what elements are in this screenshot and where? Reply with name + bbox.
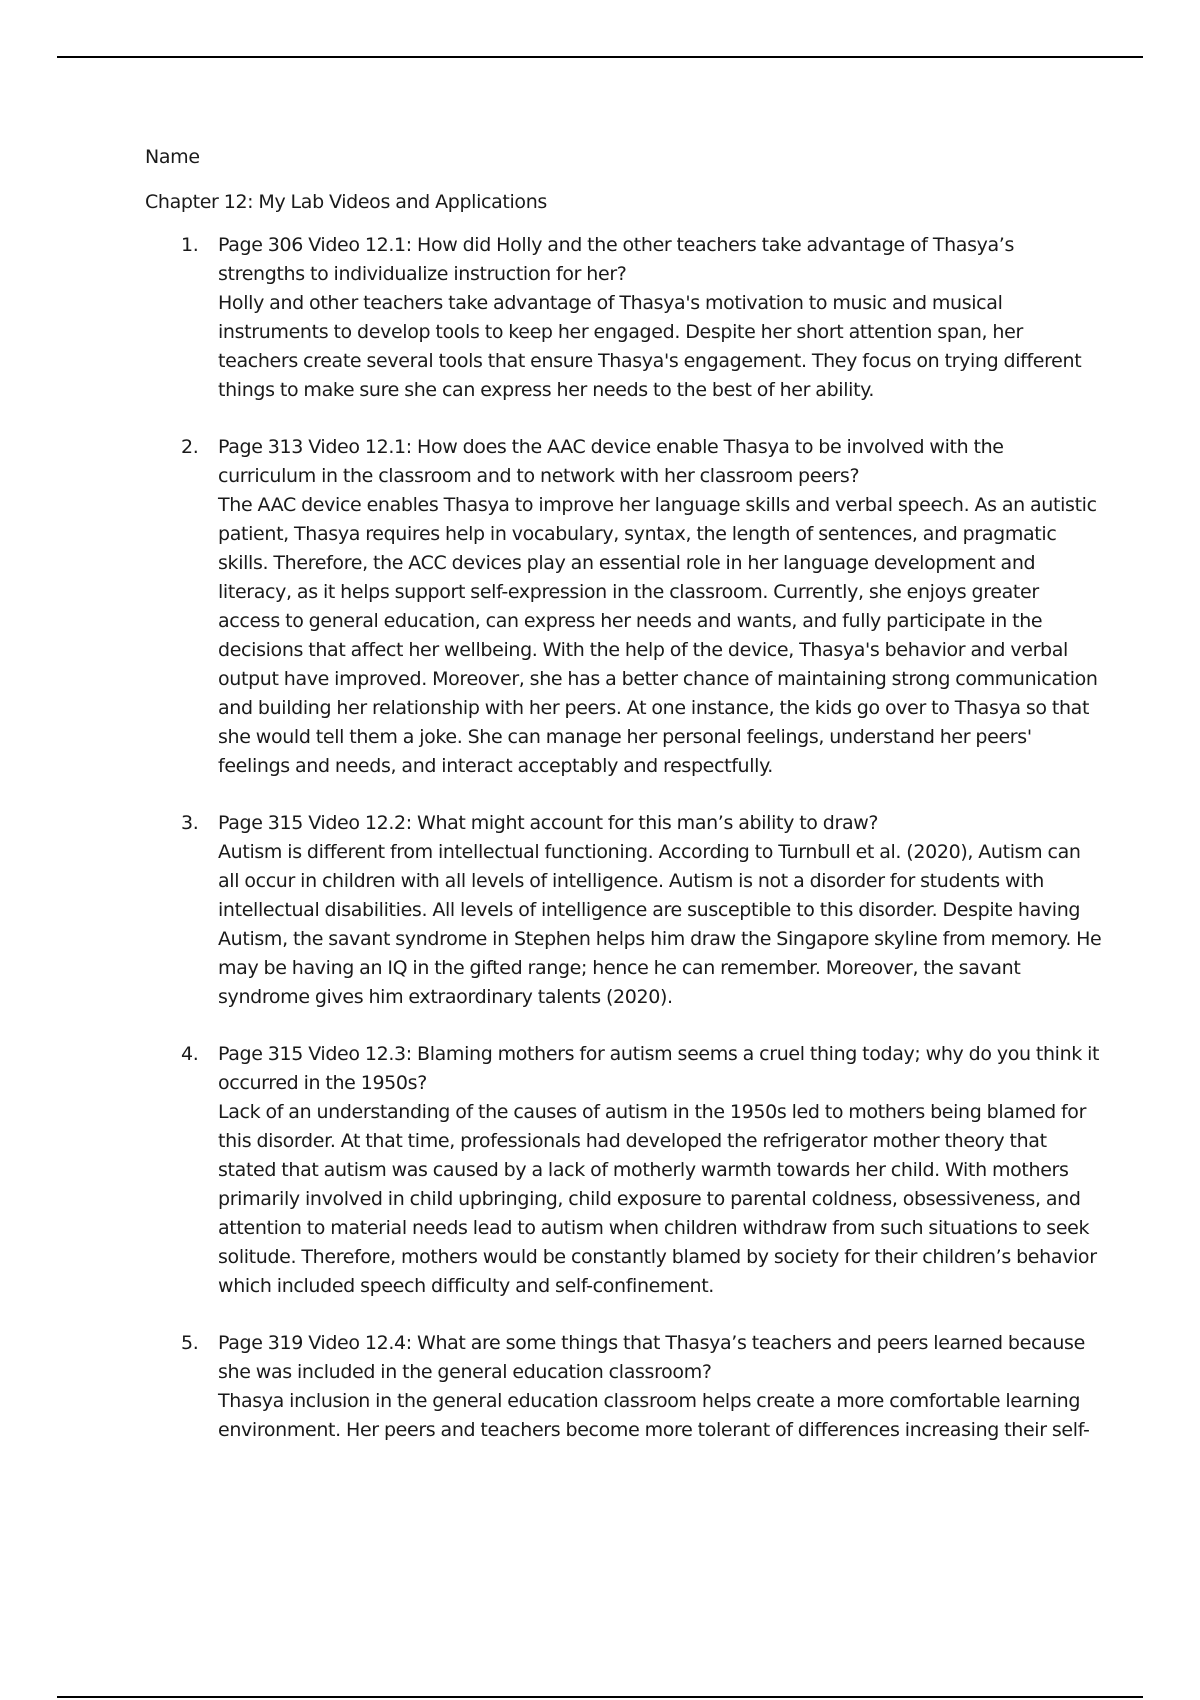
answer-text: Autism is different from intellectual functioning. According to Turnbull et al. (2020), Autism can all occur in children with all levels of intelligence. Autism is not a disorder for students with intellectual disabilities. All levels of intelligence are susceptible to this disorder. Despite having Autism, the savant syndrome in Stephen helps him draw the Singapore skyline from memory. He may be having an IQ in the gifted range; hence he can remember. Moreover, the savant syndrome gives him extraordinary talents (2020).	[218, 841, 1102, 1008]
question-item	[145, 809, 1105, 1012]
question-text: Page 315 Video 12.3: Blaming mothers for autism seems a cruel thing today; why do you think it occurred in the 1950s?	[218, 1043, 1100, 1094]
answer-text: The AAC device enables Thasya to improve her language skills and verbal speech. As an autistic patient, Thasya requires help in vocabulary, syntax, the length of sentences, and pragmatic skills. Therefore, the ACC devices play an essential role in her language development and literacy, as it helps support self-expression in the classroom. Currently, she enjoys greater access to general education, can express her needs and wants, and fully participate in the decisions that affect her wellbeing. With the help of the device, Thasya's behavior and verbal output have improved. Moreover, she has a better chance of maintaining strong communication and building her relationship with her peers. At one instance, the kids go over to Thasya so that she would tell them a joke. She can manage her personal feelings, understand her peers' feelings and needs, and interact acceptably and respectfully.	[218, 494, 1098, 777]
answer-text: Lack of an understanding of the causes of autism in the 1950s led to mothers being blamed for this disorder. At that time, professionals had developed the refrigerator mother theory that stated that autism was caused by a lack of motherly warmth towards her child. With mothers primarily involved in child upbringing, child exposure to parental coldness, obsessiveness, and attention to material needs lead to autism when children withdraw from such situations to seek solitude. Therefore, mothers would be constantly blamed by society for their children’s behavior which included speech difficulty and self-confinement.	[218, 1101, 1097, 1297]
question-text: Page 306 Video 12.1: How did Holly and the other teachers take advantage of Thasya’s strengths to individualize instruction for her?	[218, 234, 1015, 285]
answer-text: Holly and other teachers take advantage of Thasya's motivation to music and musical instruments to develop tools to keep her engaged. Despite her short attention span, her teachers create several tools that ensure Thasya's engagement. They focus on trying different things to make sure she can express her needs to the best of her ability.	[218, 292, 1082, 401]
question-text: Page 315 Video 12.2: What might account for this man’s ability to draw?	[218, 812, 879, 834]
question-list	[145, 231, 1105, 1445]
chapter-title: Chapter 12: My Lab Videos and Applications	[145, 191, 547, 213]
question-text: Page 313 Video 12.1: How does the AAC device enable Thasya to be involved with the curriculum in the classroom and to network with her classroom peers?	[218, 436, 1004, 487]
name-label: Name	[145, 146, 200, 168]
question-item	[145, 1040, 1105, 1301]
question-number: 3.	[181, 812, 199, 834]
question-item	[145, 1329, 1105, 1445]
question-text: Page 319 Video 12.4: What are some things that Thasya’s teachers and peers learned because she was included in the general education classroom?	[218, 1332, 1085, 1383]
question-item	[145, 231, 1105, 405]
question-number: 1.	[181, 234, 199, 256]
top-rule	[57, 56, 1143, 58]
bottom-rule	[57, 1696, 1143, 1698]
document-page	[145, 143, 1105, 1473]
answer-text: Thasya inclusion in the general education classroom helps create a more comfortable learning environment. Her peers and teachers become more tolerant of differences increasing their self-	[218, 1390, 1090, 1441]
question-number: 5.	[181, 1332, 199, 1354]
question-number: 2.	[181, 436, 199, 458]
question-item	[145, 433, 1105, 781]
question-number: 4.	[181, 1043, 199, 1065]
